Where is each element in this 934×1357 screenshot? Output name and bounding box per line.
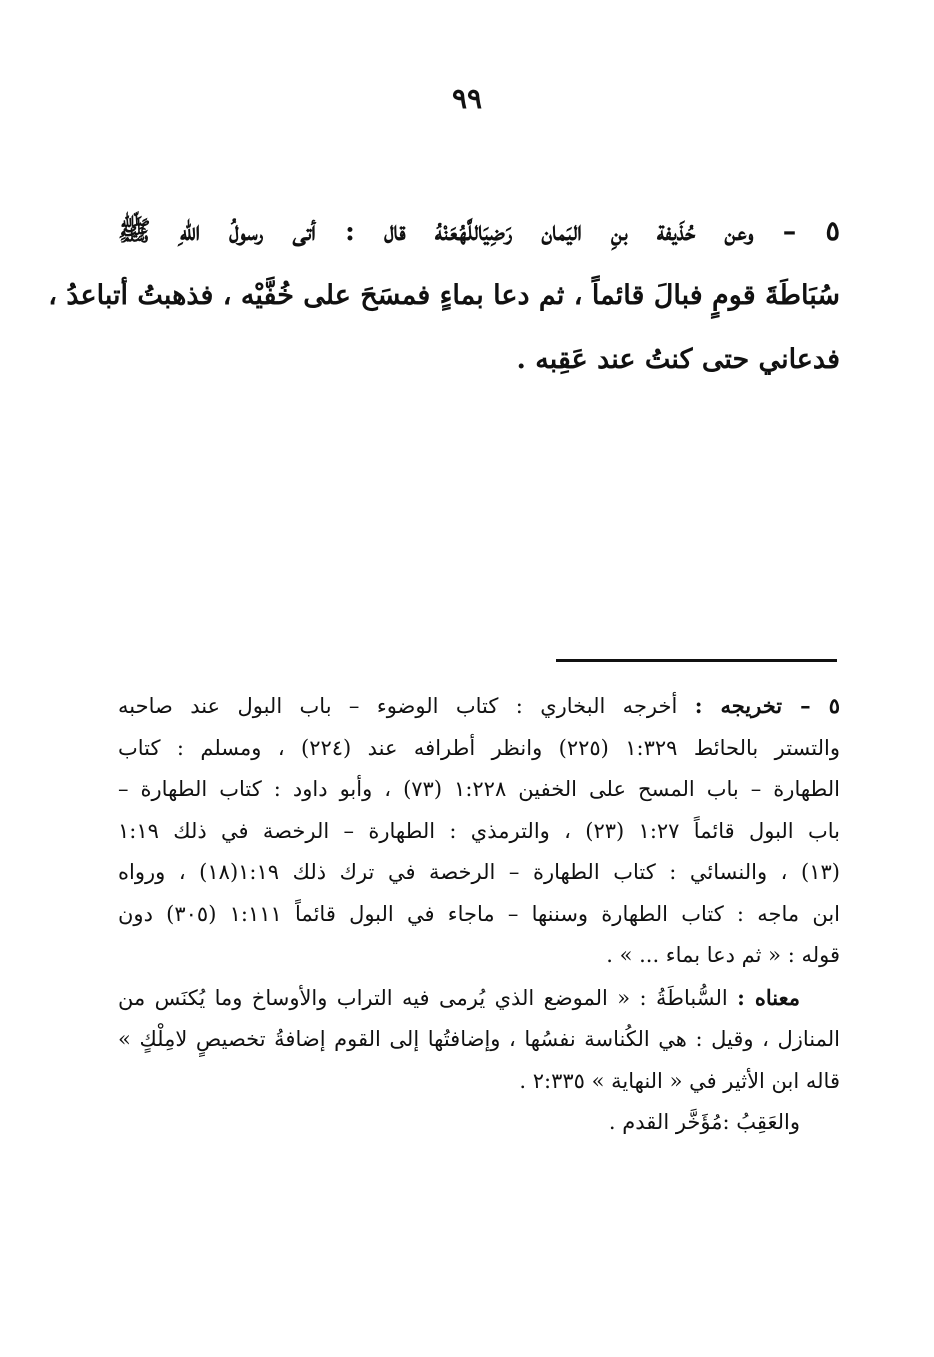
footnotes (118, 685, 840, 1144)
takhrij-label: ٥ – تخريجه : (694, 693, 840, 718)
takhrij-line-4: باب البول قائماً ١:٢٧ (٢٣) ، والترمذي : الطهارة – الرخصة في ذلك ١:١٩ (118, 818, 840, 843)
takhrij-line-5: (١٣) ، والنسائي : كتاب الطهارة – الرخصة في ترك ذلك ١:١٩(١٨) ، ورواه (118, 860, 840, 884)
takhrij-text-1: أخرجه البخاري : كتاب الوضوء – باب البول عند صاحبه (118, 694, 678, 718)
meaning-line-1 (118, 977, 840, 1020)
hadith-text (48, 200, 840, 392)
takhrij-line-2: والتستر بالحائط ١:٣٢٩ (٢٢٥) وانظر أطرافه عند (٢٢٤) ، ومسلم : كتاب (118, 735, 840, 760)
meaning-text-1: السُّباطَةُ : « الموضع الذي يُرمى فيه التراب والأوساخ وما يُكنَس من (118, 985, 728, 1010)
takhrij-line-1 (118, 685, 840, 728)
page-number: ٩٩ (451, 82, 483, 115)
meaning-label: معناه : (737, 984, 800, 1010)
hadith-line-1: ٥ – وعن حُذَيفة بنِ اليَمان رَضِيَاللَّهُعَنْهُ قال : أتى رسولُ اللهِ ﷺ (118, 216, 840, 247)
hadith-line-2: سُبَاطَةَ قومٍ فبالَ قائماً ، ثم دعا بماءٍ فمسَحَ على خُفَّيْه ، فذهبتُ أتباعدُ ، (48, 280, 840, 311)
takhrij-line-3: الطهارة – باب المسح على الخفين ١:٢٢٨ (٧٣) ، وأبو داود : كتاب الطهارة – (118, 777, 840, 801)
meaning-line-2: المنازل ، وقيل : هي الكُناسة نفسُها ، وإضافتُها إلى القوم إضافةُ تخصيصٍ لامِلْكٍ » (118, 1027, 840, 1051)
hadith-line-3: فدعاني حتى كنتُ عند عَقِبه . (516, 344, 840, 375)
aqib-definition: والعَقِبُ :مُؤَخَّر القدم . (608, 1110, 800, 1134)
footnote-separator (556, 659, 837, 662)
takhrij-line-7: قوله : « ثم دعا بماء ... » . (606, 943, 840, 967)
meaning-line-3: قاله ابن الأثير في « النهاية » ٢:٣٣٥ . (519, 1068, 840, 1093)
takhrij-line-6: ابن ماجه : كتاب الطهارة وسننها – ماجاء في البول قائماً ١:١١١ (٣٠٥) دون (118, 901, 840, 926)
